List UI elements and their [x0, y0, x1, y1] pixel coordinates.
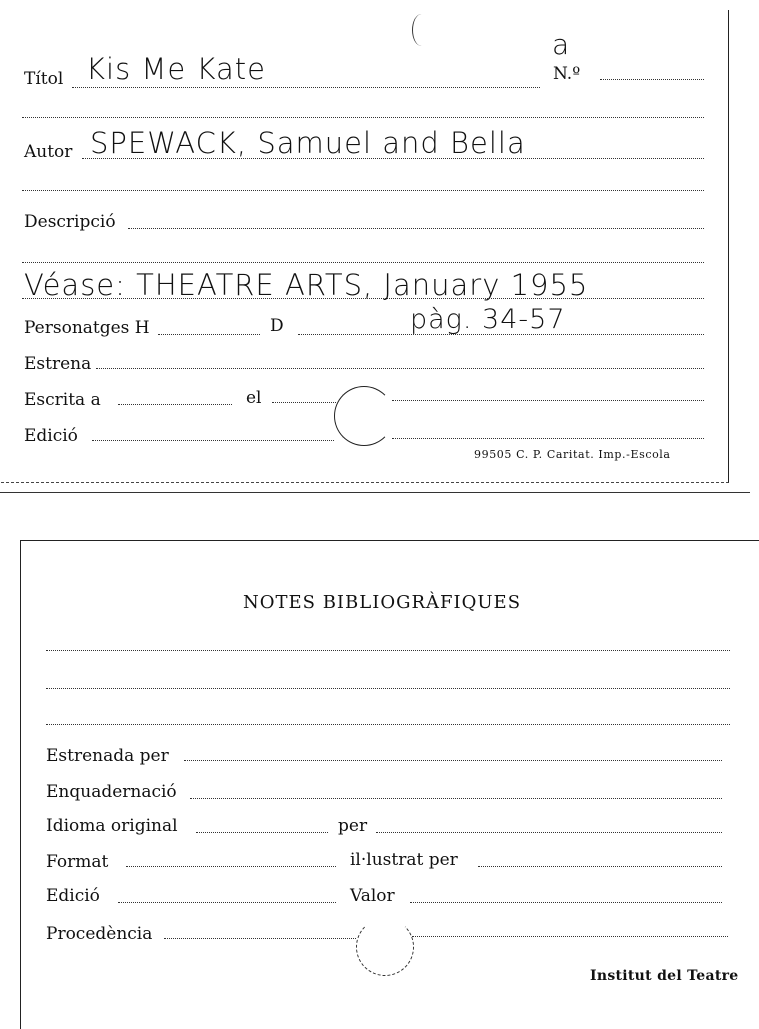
notes-line-1 [46, 650, 730, 651]
estrenada-per-line [184, 760, 722, 761]
autor-label: Autor [24, 142, 73, 162]
estrena-label: Estrena [24, 354, 92, 374]
descripcio-label: Descripció [24, 212, 116, 232]
autor-extra-line [22, 190, 704, 191]
edicio-label: Edició [24, 426, 78, 446]
personatges-d-label: D [270, 316, 284, 336]
reference-line [22, 298, 704, 299]
escrita-a-line [118, 404, 232, 405]
procedencia-line-right [412, 936, 728, 937]
edicio-back-label: Edició [46, 886, 100, 906]
illustrat-per-line [478, 866, 722, 867]
escrita-el-label: el [246, 388, 262, 408]
descripcio-extra-line [22, 262, 704, 263]
format-label: Format [46, 852, 109, 872]
titol-line [72, 87, 540, 88]
card-separator-line [0, 492, 750, 493]
numero-line [600, 79, 704, 80]
illustrat-per-label: il·lustrat per [350, 850, 458, 870]
punch-hole-top [412, 14, 431, 46]
idioma-original-label: Idioma original [46, 816, 178, 836]
handwritten-number-mark: a [552, 28, 571, 61]
escrita-a-label: Escrita a [24, 390, 101, 410]
escrita-el-line-left [272, 402, 336, 403]
estrenada-per-label: Estrenada per [46, 746, 169, 766]
handwritten-author: SPEWACK, Samuel and Bella [90, 126, 526, 160]
titol-label: Títol [24, 69, 64, 89]
notes-line-2 [46, 688, 730, 689]
escrita-el-line-right [392, 400, 704, 401]
institution-footer: Institut del Teatre [590, 968, 739, 984]
estrena-line [96, 368, 704, 369]
edicio-line-left [92, 440, 334, 441]
edicio-back-line [118, 902, 336, 903]
enquadernacio-line [190, 798, 722, 799]
procedencia-label: Procedència [46, 924, 153, 944]
numero-label: N.º [553, 64, 581, 84]
punch-hole-front [334, 386, 394, 446]
valor-line [410, 902, 722, 903]
notes-line-3 [46, 724, 730, 725]
procedencia-line-left [164, 938, 356, 939]
enquadernacio-label: Enquadernació [46, 782, 177, 802]
idioma-per-label: per [338, 816, 368, 836]
personatges-h-label: Personatges H [24, 318, 150, 338]
valor-label: Valor [350, 886, 395, 906]
idioma-original-line [196, 832, 328, 833]
handwritten-pages: pàg. 34-57 [410, 304, 566, 335]
autor-line [82, 158, 704, 159]
format-line [126, 866, 336, 867]
notes-heading: NOTES BIBLIOGRÀFIQUES [243, 592, 522, 613]
punch-hole-back [356, 918, 414, 976]
idioma-per-line [376, 832, 722, 833]
personatges-h-line [158, 334, 260, 335]
handwritten-reference: Véase: THEATRE ARTS, January 1955 [24, 268, 589, 302]
handwritten-title: Kis Me Kate [86, 52, 266, 86]
titol-extra-line [22, 117, 704, 118]
edicio-line-right [392, 438, 704, 439]
printer-imprint: 99505 C. P. Caritat. Imp.-Escola [474, 448, 671, 461]
descripcio-line [128, 228, 704, 229]
